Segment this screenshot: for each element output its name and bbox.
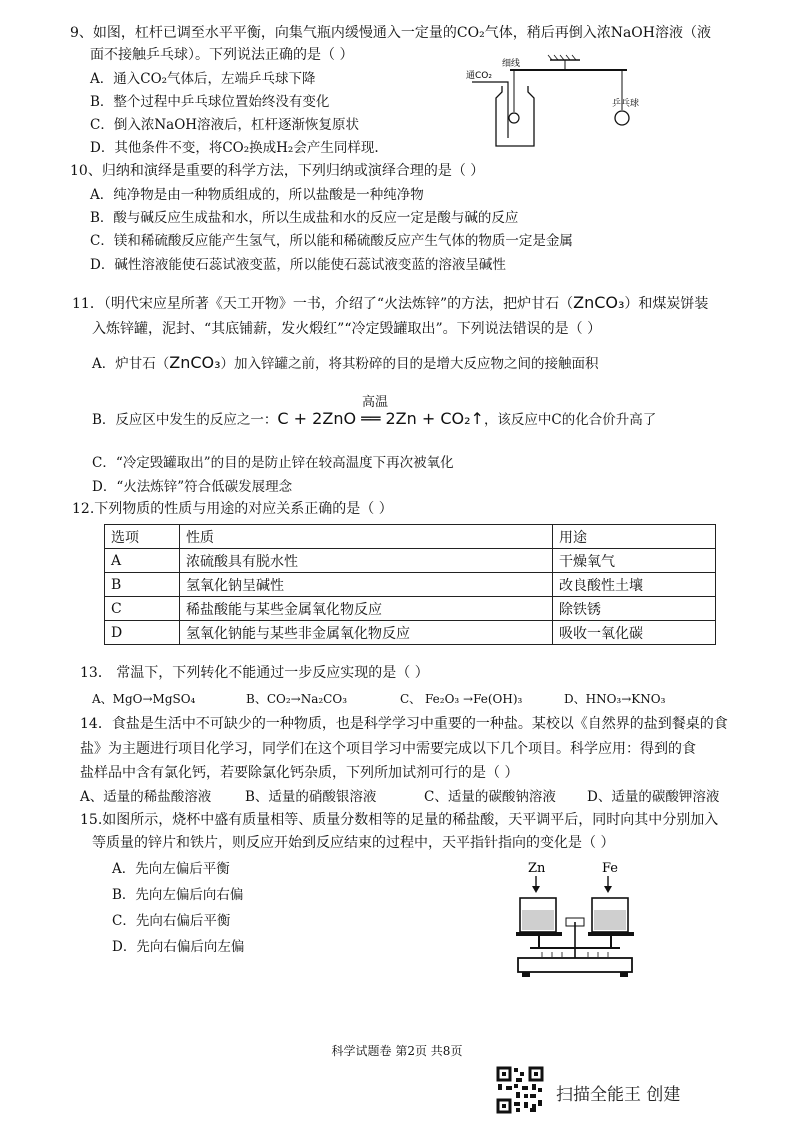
right-pan xyxy=(588,932,634,936)
header-use: 用途 xyxy=(553,525,716,549)
q11-b-pre: B．反应区中发生的反应之一： xyxy=(92,412,278,428)
left-pan xyxy=(516,932,562,936)
q15-option-a: A．先向左偏后平衡 xyxy=(112,861,230,877)
q14-option-b: B、适量的硝酸银溶液 xyxy=(245,789,377,805)
fig-ball-label: 乒乓球 xyxy=(612,99,640,109)
q11-a-post: ）加入锌罐之前，将其粉碎的目的是增大反应物之间的接触面积 xyxy=(220,356,599,372)
q11-option-d: D．“火法炼锌”符合低碳发展理念 xyxy=(92,479,293,495)
row-use: 除铁锈 xyxy=(553,597,716,621)
q12-stem: 12.下列物质的性质与用途的对应关系正确的是（ ） xyxy=(72,501,393,517)
q13-stem: 13． 常温下，下列转化不能通过一步反应实现的是（ ） xyxy=(80,665,429,681)
q15-option-c: C．先向右偏后平衡 xyxy=(112,913,231,929)
q14-option-d: D、适量的碳酸钾溶液 xyxy=(587,789,720,805)
q14-option-a: A、适量的稀盐酸溶液 xyxy=(80,789,212,805)
q9-stem-line1: 9、如图，杠杆已调至水平平衡，向集气瓶内缓慢通入一定量的CO₂气体，稍后再倒入浓NaOH溶液（液 xyxy=(70,25,711,41)
q9-option-d: D．其他条件不变，将CO₂换成H₂会产生同样现. xyxy=(90,140,379,156)
qr-code xyxy=(496,1066,544,1114)
q10-option-b: B．酸与碱反应生成盐和水，所以生成盐和水的反应一定是酸与碱的反应 xyxy=(90,210,519,226)
row-option: C xyxy=(105,597,180,621)
row-property: 氢氧化钠能与某些非金属氧化物反应 xyxy=(180,621,553,645)
q15-stem-line1: 15.如图所示，烧杯中盛有质量相等、质量分数相等的足量的稀盐酸，天平调平后，同时向其中分别加入 xyxy=(80,812,719,828)
q13-option-a: A、MgO→MgSO₄ xyxy=(92,692,196,706)
fig-gas-label: 通CO₂ xyxy=(466,71,492,81)
left-ball xyxy=(509,113,519,123)
q11-b-post: ，该反应中C的化合价升高了 xyxy=(483,412,657,428)
row-use: 干燥氧气 xyxy=(553,549,716,573)
q11-option-b xyxy=(92,410,656,429)
table-row xyxy=(105,549,716,573)
q13-option-c: C、 Fe₂O₃ →Fe(OH)₃ xyxy=(400,692,523,706)
q11-stem-part2: ）和煤炭饼装 xyxy=(624,296,709,312)
q9-option-c: C．倒入浓NaOH溶液后，杠杆逐渐恢复原状 xyxy=(90,117,360,133)
row-property: 稀盐酸能与某些金属氧化物反应 xyxy=(180,597,553,621)
fig-string-label: 细线 xyxy=(502,59,521,69)
q10-stem: 10、归纳和演绎是重要的科学方法，下列归纳或演绎合理的是（ ） xyxy=(70,163,485,179)
page-footer: 科学试题卷 第2页 共8页 xyxy=(331,1044,463,1058)
q12-table xyxy=(104,524,716,645)
right-ball xyxy=(615,111,629,125)
fig-fe-label: Fe xyxy=(602,861,619,876)
header-option: 选项 xyxy=(105,525,180,549)
q15-stem-line2: 等质量的锌片和铁片，则反应开始到反应结束的过程中，天平指针指向的变化是（ ） xyxy=(92,835,615,851)
table-row xyxy=(105,621,716,645)
gas-bottle xyxy=(496,86,534,146)
q14-stem-line3: 盐样品中含有氯化钙，若要除氯化钙杂质，下列所加试剂可行的是（ ） xyxy=(80,765,519,781)
q11-b-condition: 高温 xyxy=(362,395,389,410)
table-row xyxy=(105,573,716,597)
q14-option-c: C、适量的碳酸钠溶液 xyxy=(424,789,556,805)
q10-option-c: C．镁和稀硫酸反应能产生氢气，所以能和稀硫酸反应产生气体的物质一定是金属 xyxy=(90,233,573,249)
q11-stem-part1: 11．（明代宋应星所著《天工开物》一书，介绍了“火法炼锌”的方法，把炉甘石（ xyxy=(72,296,574,312)
row-property: 浓硫酸具有脱水性 xyxy=(180,549,553,573)
q14-stem-line2: 盐》为主题进行项目化学习，同学们在这个项目学习中需要完成以下几个项目。科学应用：得到的食 xyxy=(80,741,696,757)
q10-option-a: A．纯净物是由一种物质组成的，所以盐酸是一种纯净物 xyxy=(90,187,424,203)
q15-balance-figure xyxy=(512,860,658,986)
row-use: 改良酸性土壤 xyxy=(553,573,716,597)
table-header-row xyxy=(105,525,716,549)
q9-option-b: B．整个过程中乒乓球位置始终没有变化 xyxy=(90,94,330,110)
table-row xyxy=(105,597,716,621)
row-use: 吸收一氧化碳 xyxy=(553,621,716,645)
row-option: A xyxy=(105,549,180,573)
fig-zn-label: Zn xyxy=(528,861,546,876)
q10-option-d: D．碱性溶液能使石蕊试液变蓝，所以能使石蕊试液变蓝的溶液呈碱性 xyxy=(90,257,506,273)
q11-option-c: C．“冷定毁罐取出”的目的是防止锌在较高温度下再次被氧化 xyxy=(92,455,454,471)
q13-option-d: D、HNO₃→KNO₃ xyxy=(564,692,666,706)
q11-formula: ZnCO₃ xyxy=(573,293,625,312)
q9-lever-figure xyxy=(462,52,662,152)
q11-option-a xyxy=(92,354,599,373)
q13-option-b: B、CO₂→Na₂CO₃ xyxy=(246,692,347,706)
q15-option-d: D．先向右偏后向左偏 xyxy=(112,939,245,955)
row-option: D xyxy=(105,621,180,645)
header-property: 性质 xyxy=(180,525,553,549)
q15-option-b: B．先向左偏后向右偏 xyxy=(112,887,244,903)
balance-base xyxy=(518,958,632,972)
left-acid xyxy=(522,910,554,930)
q9-stem-line2: 面不接触乒乓球）。下列说法正确的是（ ） xyxy=(90,47,354,63)
right-acid xyxy=(594,910,626,930)
row-option: B xyxy=(105,573,180,597)
q11-stem-line1 xyxy=(72,294,708,313)
row-property: 氢氧化钠呈碱性 xyxy=(180,573,553,597)
q11-stem-line2: 入炼锌罐，泥封、“其底铺薪，发火煅红”“冷定毁罐取出”。下列说法错误的是（ ） xyxy=(92,321,602,337)
q11-a-formula: ZnCO₃ xyxy=(169,353,221,372)
q14-stem-line1: 14．食盐是生活中不可缺少的一种物质，也是科学学习中重要的一种盐。某校以《自然界的盐到餐桌的食 xyxy=(80,716,728,732)
q11-b-equation: C + 2ZnO ══ 2Zn + CO₂↑ xyxy=(277,409,484,428)
q9-option-a: A．通入CO₂气体后，左端乒乓球下降 xyxy=(90,71,316,87)
scanner-watermark: 扫描全能王 创建 xyxy=(556,1085,681,1105)
q11-a-pre: A．炉甘石（ xyxy=(92,356,170,372)
